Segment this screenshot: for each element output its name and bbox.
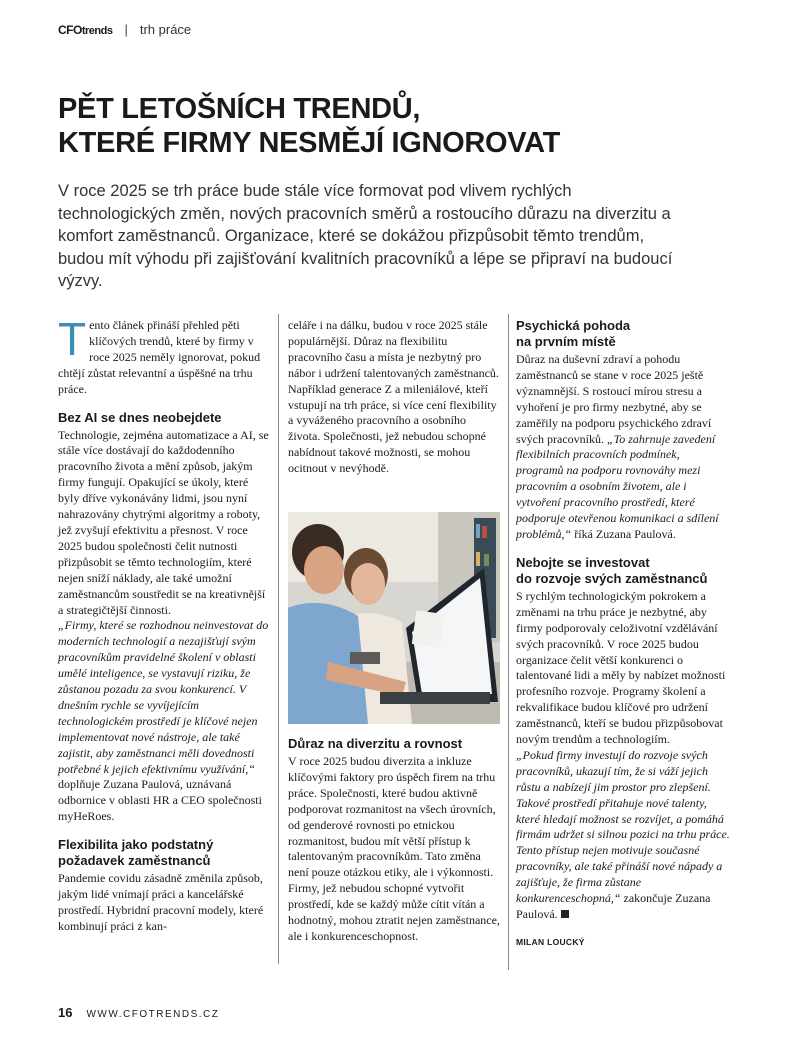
subheading-wellbeing: Psychická pohoda na prvním místě (516, 318, 631, 349)
header-separator: | (124, 22, 128, 37)
end-mark-icon (561, 910, 569, 918)
office-photo-illustration (288, 512, 500, 724)
page-number: 16 (58, 1005, 73, 1020)
column-divider (278, 314, 279, 964)
page-footer (58, 1005, 219, 1020)
section-label: trh práce (139, 22, 192, 37)
intro-paragraph: Tento článek přináší přehled pěti klíčových trendů, které by firmy v roce 2025 neměly ignorovat, pokud chtějí zůstat relevantní a úspěšné na trhu práce. (58, 313, 261, 396)
paragraph-flexibility: Pandemie covidu zásadně změnila způsob, jakým lidé vnímají práci a kancelářské prostředí. Hybridní pracovní modely, které kombinují práci z kan- (58, 871, 264, 933)
website-url: WWW.CFOTRENDS.CZ (86, 1009, 220, 1020)
column-2-bottom (288, 724, 500, 945)
article-photo (288, 512, 500, 724)
subheading-ai: Bez AI se dnes neobejdete (58, 409, 222, 425)
column-divider (508, 314, 509, 970)
author-name: MILAN LOUCKÝ (516, 936, 585, 947)
paragraph-ai: Technologie, zejména automatizace a AI, se stále více dostávají do každodenního pracovního života a mění způsob, jakým firmy fungují. Opakující se úkoly, které byly dříve vykonávány lidmi, jsou nyní nahrazovány chytrými algoritmy a roboty, jež zvyšují efektivitu a přesnost. V roce 2025 budou společnosti čelit nutnosti přizpůsobit se těmto technologiím, které nejen sníží náklady, ale také umožní zaměstnancům soustředit se na kreativnější a strategičtější činnosti. (58, 427, 269, 617)
subheading-diversity: Důraz na diverzitu a rovnost (288, 736, 463, 751)
paragraph-investment: S rychlým technologickým pokrokem a změnami na trhu práce je nezbytné, aby firmy podporovaly celoživotní vzdělávání svých pracovníků. V roce 2025 budou organizace čelit větší konkurenci o talentované lidi a měly by nabízet možnosti profesního rozvoje. Programy školení a rekvalifikace budou klíčové pro udržení zaměstnanců, kteří se budou přizpůsobovat novým trendům a technologiím. (516, 588, 726, 747)
quote-investment: „Pokud firmy investují do rozvoje svých pracovníků, ukazují tím, že si váží jejich růstu a nabízejí jim prostor pro zlepšení. Takové prostředí přitahuje nové talenty, které hledají možnost se rozvíjet, a pomáhá firmám udržet si silnou pozici na trhu práce. Tento přístup nejen motivuje současné pracovníky, ale také přináší nové nápady a zajišťuje, že firma zůstane konkurenceschopná,“ zakončuje Zuzana Paulová. (516, 747, 730, 921)
drop-cap: T (58, 313, 87, 365)
column-2 (288, 318, 500, 477)
subheading-flexibility: Flexibilita jako podstatný požadavek zaměstnanců (58, 837, 214, 869)
column-3 (516, 306, 730, 951)
page-header (58, 22, 191, 37)
article-title: PĚT LETOŠNÍCH TRENDŮ, KTERÉ FIRMY NESMĚJÍ IGNOROVAT (58, 93, 561, 159)
column-1 (58, 313, 270, 935)
quote-ai: „Firmy, které se rozhodnou neinvestovat do moderních technologií a nezajišťují svým pracovníkům pravidelné školení v oblasti umělé inteligence, se vystavují riziku, že zůstanou pozadu za svou konkurencí. V dnešním rychle se vyvíjejícím technologickém prostředí je klíčové nejen implementovat nové nástroje, ale také zajistit, aby zaměstnanci měli dovednosti potřebné k jejich efektivnímu využívání,“ doplňuje Zuzana Paulová, uznávaná odbornice v oblasti HR a CEO společnosti myHeRoes. (58, 618, 269, 824)
paragraph-wellbeing: Důraz na duševní zdraví a pohodu zaměstnanců se stane v roce 2025 ještě významnější. S rostoucí mírou stresu a vyhoření je pro firmy nezbytné, aby se zaměřily na podporu psychického zdraví svých pracovníků. „To zahrnuje zavedení flexibilních pracovních podmínek, programů na podporu rovnováhy mezi pracovním a osobním životem, ale i vytvoření pracovního prostředí, které podporuje otevřenou komunikaci a sdílení problémů,“ říká Zuzana Paulová. (516, 352, 719, 541)
subheading-investment: Nebojte se investovat do rozvoje svých zaměstnanců (516, 554, 708, 586)
paragraph-diversity: V roce 2025 budou diverzita a inkluze klíčovými faktory pro úspěch firem na trhu práce. Společnosti, které budou aktivně podporovat rozmanitost na všech úrovních, od genderové rovnosti po etnickou rozmanitost, budou mít větší přístup k talentovaným pracovníkům. Tato změna není pouze otázkou etiky, ale i výkonnosti. Firmy, jež nebudou schopné vytvořit prostředí, kde se každý může cítit vítán a hodnotný, mohou ztratit nejen zaměstnance, ale i konkurenceschopnost. (288, 754, 500, 943)
paragraph-flexibility-cont: celáře i na dálku, budou v roce 2025 stále populárnější. Důraz na flexibilitu pracovního času a místa je nezbytný pro nábor i udržení talentovaných zaměstnanců. Například generace Z a mileniálové, kteří vstupují na trh práce, si více cení flexibility a vyváženého pracovního a osobního života. Společnosti, jež nebudou schopné nabídnout takové možnosti, se mohou ocitnout v nevýhodě. (288, 318, 499, 476)
article-lead: V roce 2025 se trh práce bude stále více formovat pod vlivem rychlých technologických změn, nových pracovních směrů a rostoucího důrazu na diverzitu a komfort zaměstnanců. Organizace, které se dokážou přizpůsobit těmto trendům, budou mít výhodu při zajišťování kvalitních pracovníků a lépe se připraví na budoucí výzvy. (58, 182, 673, 290)
brand-logo: CFOtrends (58, 22, 113, 37)
